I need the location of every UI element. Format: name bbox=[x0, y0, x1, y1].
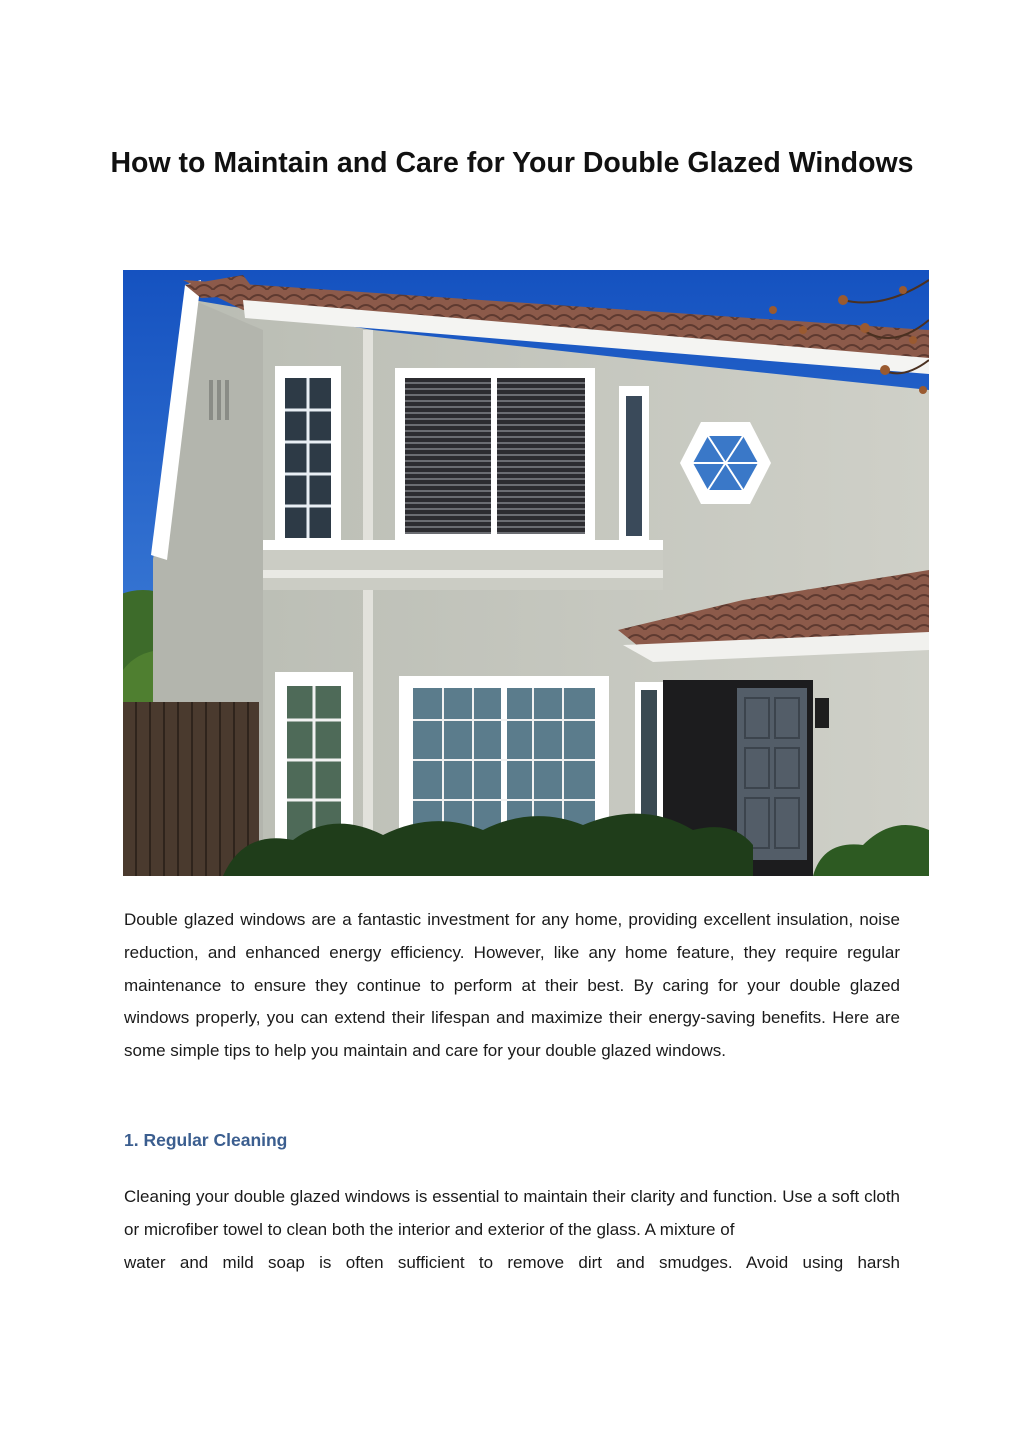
regular-cleaning-text: Cleaning your double glazed windows is essential to maintain their clarity and function. Use a soft cloth or microfiber towel to clean both the interior and exterior of the glass. A mixture of bbox=[124, 1187, 900, 1239]
document-title: How to Maintain and Care for Your Double Glazed Windows bbox=[110, 147, 914, 179]
house-photo bbox=[123, 270, 929, 876]
intro-paragraph: Double glazed windows are a fantastic investment for any home, providing excellent insulation, noise reduction, and enhanced energy efficiency. However, like any home feature, they require regular maintenance to ensure they continue to perform at their best. By caring for your double glazed windows properly, you can extend their lifespan and maximize their energy-saving benefits. Here are some simple tips to help you maintain and care for your double glazed windows. bbox=[124, 910, 900, 1061]
regular-cleaning-text-tail: water and mild soap is often sufficient to remove dirt and smudges. Avoid using harsh bbox=[124, 1252, 900, 1272]
house-photo-icon bbox=[123, 270, 929, 876]
regular-cleaning-paragraph bbox=[124, 1181, 900, 1279]
section-heading-regular-cleaning: 1. Regular Cleaning bbox=[124, 1130, 288, 1150]
